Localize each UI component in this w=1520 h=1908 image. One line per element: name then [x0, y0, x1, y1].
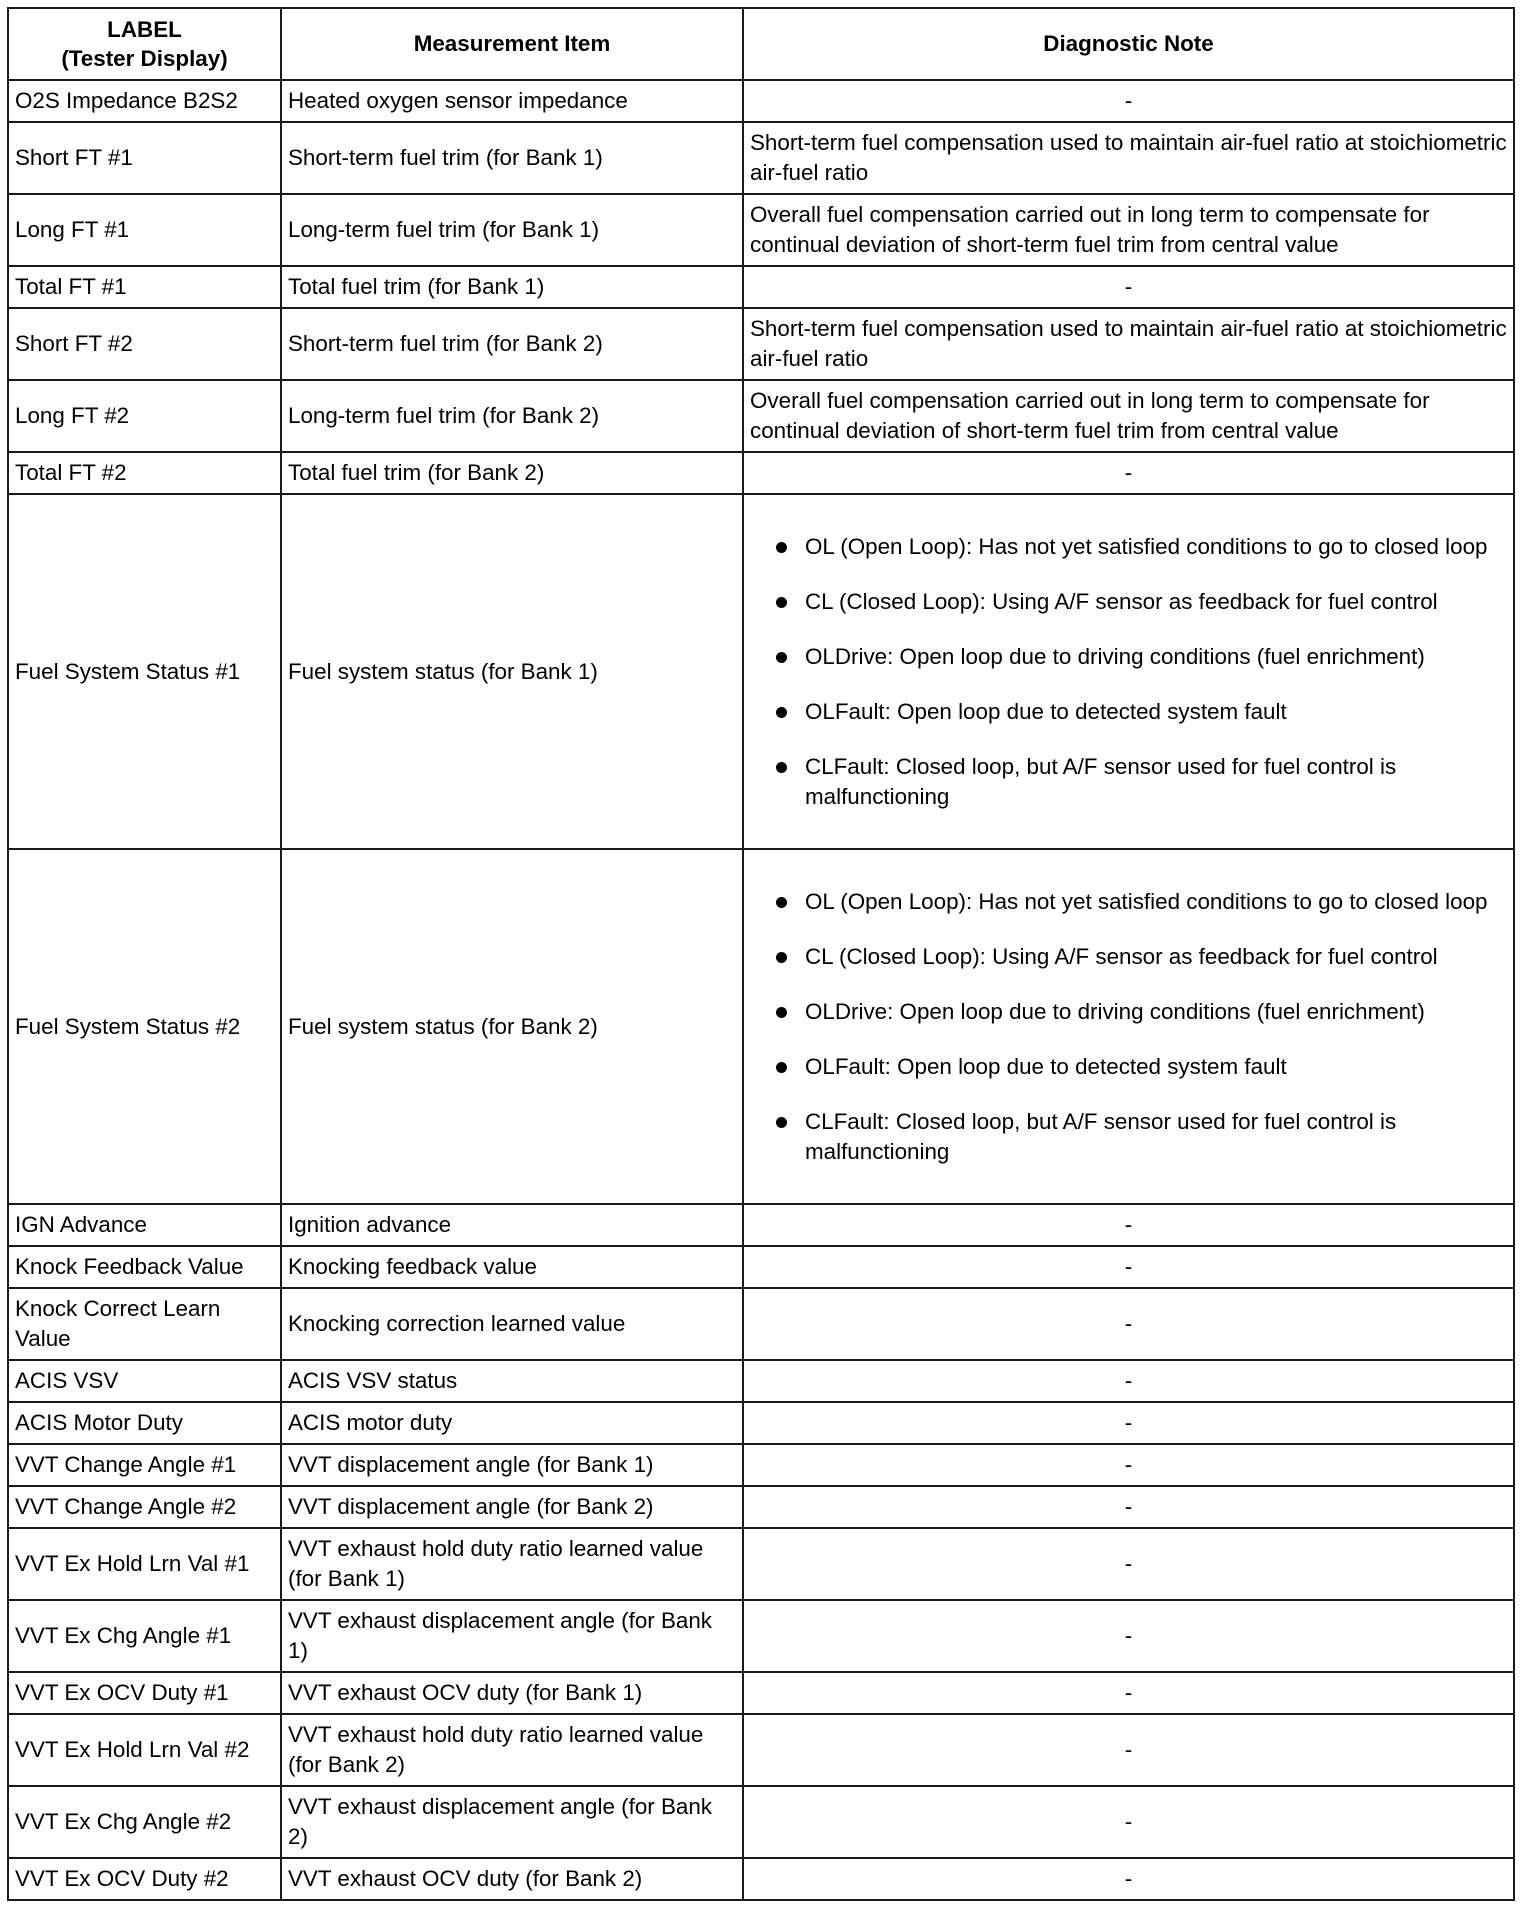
row-measurement-item: Total fuel trim (for Bank 1)	[281, 266, 743, 308]
row-diagnostic-note: -	[743, 1714, 1514, 1786]
row-measurement-item: Short-term fuel trim (for Bank 2)	[281, 308, 743, 380]
row-label: VVT Ex Hold Lrn Val #1	[8, 1528, 281, 1600]
status-bullet-item	[772, 532, 1507, 562]
row-measurement-item: VVT exhaust hold duty ratio learned value (for Bank 1)	[281, 1528, 743, 1600]
row-measurement-item: Total fuel trim (for Bank 2)	[281, 452, 743, 494]
table-row	[8, 494, 1514, 849]
row-diagnostic-note: -	[743, 1486, 1514, 1528]
row-measurement-item: ACIS motor duty	[281, 1402, 743, 1444]
row-diagnostic-note: -	[743, 1288, 1514, 1360]
bullet-dot-icon	[776, 597, 787, 608]
document-page	[7, 7, 1513, 1901]
bullet-dot-icon	[776, 952, 787, 963]
row-measurement-item: VVT exhaust OCV duty (for Bank 1)	[281, 1672, 743, 1714]
row-measurement-item: VVT displacement angle (for Bank 2)	[281, 1486, 743, 1528]
row-label: Fuel System Status #2	[8, 849, 281, 1204]
table-row	[8, 1204, 1514, 1246]
row-label: Total FT #1	[8, 266, 281, 308]
bullet-text: OLFault: Open loop due to detected system fault	[805, 1053, 1287, 1079]
status-bullet-item	[772, 697, 1507, 727]
row-measurement-item: Fuel system status (for Bank 1)	[281, 494, 743, 849]
table-row	[8, 1600, 1514, 1672]
table-row	[8, 1288, 1514, 1360]
status-bullet-list	[750, 532, 1507, 812]
table-row	[8, 1402, 1514, 1444]
row-measurement-item: Ignition advance	[281, 1204, 743, 1246]
header-measurement-item: Measurement Item	[281, 8, 743, 80]
row-label: Total FT #2	[8, 452, 281, 494]
row-diagnostic-note	[743, 494, 1514, 849]
row-label: Short FT #1	[8, 122, 281, 194]
row-label: VVT Ex Chg Angle #1	[8, 1600, 281, 1672]
table-row	[8, 1528, 1514, 1600]
bullet-text: OL (Open Loop): Has not yet satisfied conditions to go to closed loop	[805, 888, 1488, 914]
table-row	[8, 194, 1514, 266]
row-label: ACIS Motor Duty	[8, 1402, 281, 1444]
header-label: LABEL (Tester Display)	[8, 8, 281, 80]
row-label: Short FT #2	[8, 308, 281, 380]
row-measurement-item: Knocking feedback value	[281, 1246, 743, 1288]
data-list-table	[7, 7, 1515, 1901]
row-diagnostic-note: -	[743, 1204, 1514, 1246]
status-bullet-item	[772, 1052, 1507, 1082]
row-label: IGN Advance	[8, 1204, 281, 1246]
bullet-dot-icon	[776, 1062, 787, 1073]
row-diagnostic-note: Overall fuel compensation carried out in long term to compensate for continual deviation of short-term fuel trim from central value	[743, 380, 1514, 452]
row-diagnostic-note: -	[743, 1672, 1514, 1714]
bullet-dot-icon	[776, 1007, 787, 1018]
bullet-text: OL (Open Loop): Has not yet satisfied conditions to go to closed loop	[805, 533, 1488, 559]
row-measurement-item: Knocking correction learned value	[281, 1288, 743, 1360]
table-row	[8, 266, 1514, 308]
row-label: Fuel System Status #1	[8, 494, 281, 849]
row-label: VVT Ex Chg Angle #2	[8, 1786, 281, 1858]
row-measurement-item: Long-term fuel trim (for Bank 2)	[281, 380, 743, 452]
status-bullet-item	[772, 1107, 1507, 1167]
status-bullet-item	[772, 942, 1507, 972]
row-measurement-item: VVT exhaust hold duty ratio learned value (for Bank 2)	[281, 1714, 743, 1786]
row-label: VVT Ex OCV Duty #2	[8, 1858, 281, 1900]
row-measurement-item: Short-term fuel trim (for Bank 1)	[281, 122, 743, 194]
table-row	[8, 122, 1514, 194]
status-bullet-item	[772, 997, 1507, 1027]
table-row	[8, 1486, 1514, 1528]
table-header	[8, 8, 1514, 80]
row-label: Knock Feedback Value	[8, 1246, 281, 1288]
row-diagnostic-note: Overall fuel compensation carried out in long term to compensate for continual deviation of short-term fuel trim from central value	[743, 194, 1514, 266]
row-label: VVT Change Angle #2	[8, 1486, 281, 1528]
table-row	[8, 452, 1514, 494]
header-diagnostic-note: Diagnostic Note	[743, 8, 1514, 80]
bullet-dot-icon	[776, 1117, 787, 1128]
table-row	[8, 1714, 1514, 1786]
table-row	[8, 849, 1514, 1204]
table-row	[8, 1444, 1514, 1486]
row-measurement-item: Long-term fuel trim (for Bank 1)	[281, 194, 743, 266]
table-body	[8, 80, 1514, 1900]
table-row	[8, 1360, 1514, 1402]
table-row	[8, 1246, 1514, 1288]
table-row	[8, 308, 1514, 380]
status-bullet-item	[772, 587, 1507, 617]
row-measurement-item: Fuel system status (for Bank 2)	[281, 849, 743, 1204]
row-diagnostic-note: -	[743, 452, 1514, 494]
row-measurement-item: VVT displacement angle (for Bank 1)	[281, 1444, 743, 1486]
table-row	[8, 80, 1514, 122]
row-diagnostic-note: -	[743, 1600, 1514, 1672]
status-bullet-list	[750, 887, 1507, 1167]
row-label: ACIS VSV	[8, 1360, 281, 1402]
row-measurement-item: VVT exhaust displacement angle (for Bank 2)	[281, 1786, 743, 1858]
row-diagnostic-note: -	[743, 266, 1514, 308]
row-diagnostic-note	[743, 849, 1514, 1204]
table-row	[8, 1672, 1514, 1714]
table-row	[8, 380, 1514, 452]
row-diagnostic-note: Short-term fuel compensation used to maintain air-fuel ratio at stoichiometric air-fuel ratio	[743, 122, 1514, 194]
status-bullet-item	[772, 887, 1507, 917]
bullet-dot-icon	[776, 542, 787, 553]
row-label: O2S Impedance B2S2	[8, 80, 281, 122]
row-measurement-item: Heated oxygen sensor impedance	[281, 80, 743, 122]
bullet-text: CL (Closed Loop): Using A/F sensor as feedback for fuel control	[805, 943, 1438, 969]
row-label: Long FT #2	[8, 380, 281, 452]
table-row	[8, 1858, 1514, 1900]
status-bullet-item	[772, 752, 1507, 812]
row-label: Long FT #1	[8, 194, 281, 266]
bullet-dot-icon	[776, 652, 787, 663]
bullet-text: OLFault: Open loop due to detected system fault	[805, 698, 1287, 724]
row-label: VVT Ex OCV Duty #1	[8, 1672, 281, 1714]
row-diagnostic-note: -	[743, 80, 1514, 122]
row-measurement-item: VVT exhaust OCV duty (for Bank 2)	[281, 1858, 743, 1900]
bullet-text: OLDrive: Open loop due to driving conditions (fuel enrichment)	[805, 643, 1425, 669]
bullet-text: CLFault: Closed loop, but A/F sensor used for fuel control is malfunctioning	[805, 1108, 1397, 1164]
row-diagnostic-note: -	[743, 1402, 1514, 1444]
table-row	[8, 1786, 1514, 1858]
bullet-dot-icon	[776, 707, 787, 718]
bullet-text: OLDrive: Open loop due to driving conditions (fuel enrichment)	[805, 998, 1425, 1024]
row-measurement-item: ACIS VSV status	[281, 1360, 743, 1402]
row-diagnostic-note: -	[743, 1360, 1514, 1402]
header-row	[8, 8, 1514, 80]
row-diagnostic-note: -	[743, 1786, 1514, 1858]
row-diagnostic-note: -	[743, 1528, 1514, 1600]
row-measurement-item: VVT exhaust displacement angle (for Bank 1)	[281, 1600, 743, 1672]
row-diagnostic-note: -	[743, 1246, 1514, 1288]
row-label: VVT Ex Hold Lrn Val #2	[8, 1714, 281, 1786]
row-label: Knock Correct Learn Value	[8, 1288, 281, 1360]
bullet-dot-icon	[776, 762, 787, 773]
status-bullet-item	[772, 642, 1507, 672]
bullet-dot-icon	[776, 897, 787, 908]
row-label: VVT Change Angle #1	[8, 1444, 281, 1486]
bullet-text: CL (Closed Loop): Using A/F sensor as feedback for fuel control	[805, 588, 1438, 614]
row-diagnostic-note: Short-term fuel compensation used to maintain air-fuel ratio at stoichiometric air-fuel ratio	[743, 308, 1514, 380]
row-diagnostic-note: -	[743, 1858, 1514, 1900]
bullet-text: CLFault: Closed loop, but A/F sensor used for fuel control is malfunctioning	[805, 753, 1397, 809]
row-diagnostic-note: -	[743, 1444, 1514, 1486]
